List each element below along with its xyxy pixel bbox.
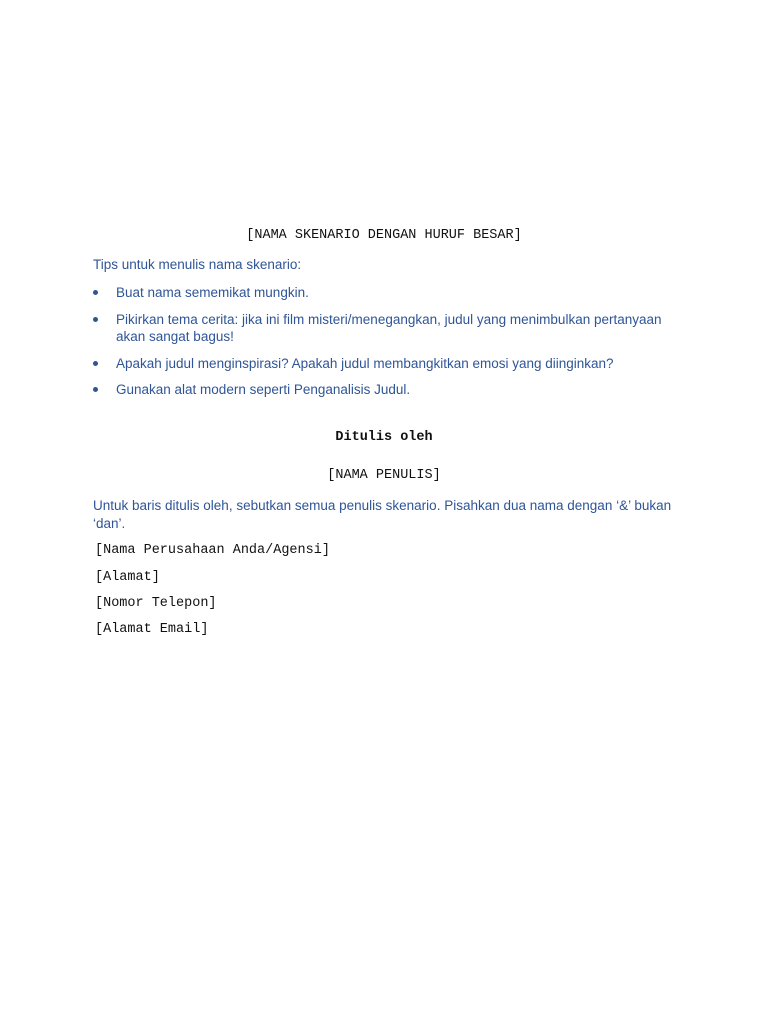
contact-email: [Alamat Email] <box>95 622 209 637</box>
contact-address: [Alamat] <box>95 570 160 585</box>
list-item <box>93 311 673 346</box>
written-by-label: Ditulis oleh <box>335 430 433 445</box>
bullet-icon <box>93 290 98 295</box>
tips-list <box>93 284 673 408</box>
tip-text: Buat nama sememikat mungkin. <box>116 285 309 300</box>
list-item <box>93 355 673 373</box>
tip-text: Apakah judul menginspirasi? Apakah judul membangkitkan emosi yang diinginkan? <box>116 355 614 371</box>
tip-text: Pikirkan tema cerita: jika ini film misteri/menegangkan, judul yang menimbulkan pertanyaan akan sangat bagus! <box>116 311 662 344</box>
contact-company: [Nama Perusahaan Anda/Agensi] <box>95 543 330 558</box>
contact-phone: [Nomor Telepon] <box>95 596 217 611</box>
author-placeholder: [NAMA PENULIS] <box>327 468 441 483</box>
list-item <box>93 381 673 399</box>
list-item <box>93 284 673 302</box>
bullet-icon <box>93 387 98 392</box>
tips-heading: Tips untuk menulis nama skenario: <box>93 257 302 272</box>
bullet-icon <box>93 361 98 366</box>
bullet-icon <box>93 317 98 322</box>
byline-note: Untuk baris ditulis oleh, sebutkan semua penulis skenario. Pisahkan dua nama dengan ‘&’ bukan ‘dan’. <box>93 498 672 531</box>
tip-text: Gunakan alat modern seperti Penganalisis Judul. <box>116 382 411 397</box>
screenplay-title: [NAMA SKENARIO DENGAN HURUF BESAR] <box>246 228 522 243</box>
